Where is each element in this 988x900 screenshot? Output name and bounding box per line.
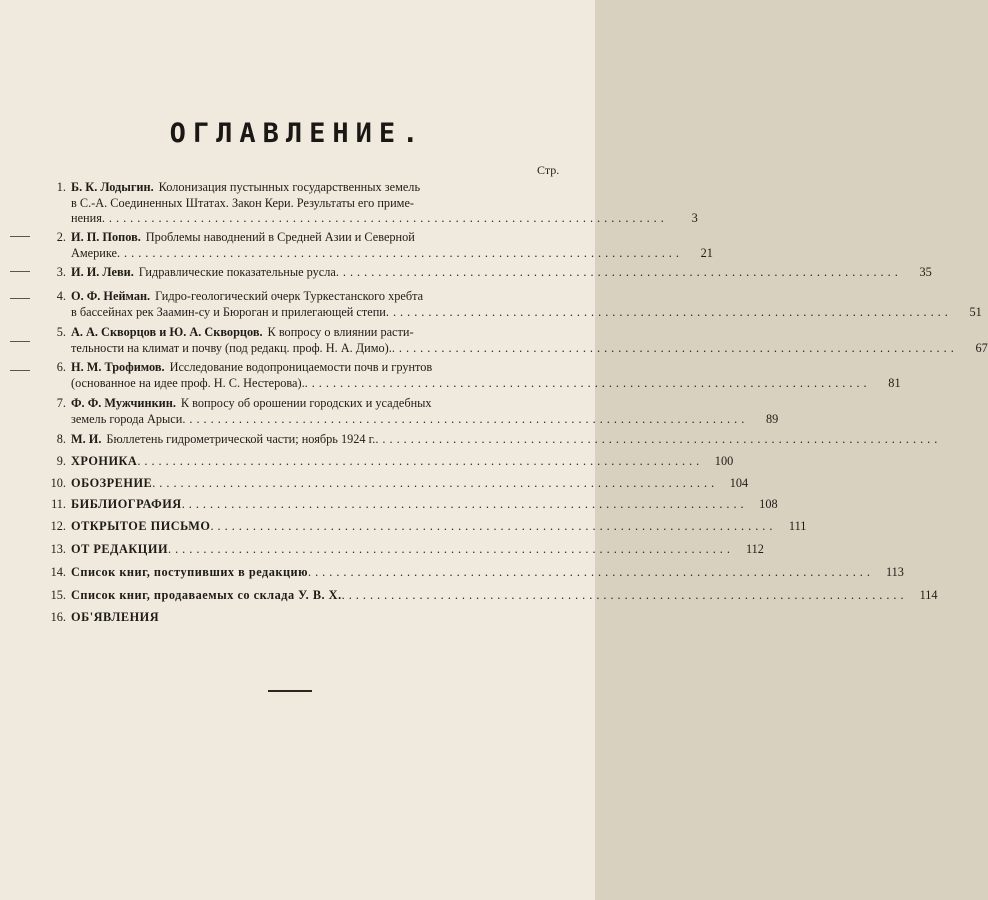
entry-number: 15. <box>50 588 66 602</box>
section-title: ОБОЗРЕНИЕ <box>71 476 153 490</box>
page-number: 108 <box>759 497 778 511</box>
entry-title-line: (основанное на идее проф. Н. С. Нестерова). <box>71 375 305 390</box>
entry-title-line: в С.-А. Соединенных Штатах. Закон Кери. Результаты его приме- <box>71 195 414 210</box>
toc-entry <box>47 497 778 513</box>
toc-entry <box>47 542 764 558</box>
entry-author: О. Ф. Нейман. <box>71 289 151 303</box>
dot-leader: ................................................................................ <box>210 519 777 533</box>
toc-entry <box>47 588 938 604</box>
margin-mark <box>10 298 30 299</box>
section-title: Список книг, продаваемых со склада У. В. Х. <box>71 588 342 602</box>
dot-leader: ................................................................................ <box>391 340 958 355</box>
toc-entry <box>47 325 988 356</box>
entry-author: А. А. Скворцов и Ю. А. Скворцов. <box>71 325 263 339</box>
entry-text <box>71 360 871 391</box>
entry-text <box>71 289 952 320</box>
page-number: 21 <box>700 245 713 260</box>
entry-text <box>71 180 668 227</box>
margin-mark <box>10 370 30 371</box>
dot-leader: ................................................................................ <box>116 245 683 260</box>
page-number: 3 <box>691 211 698 225</box>
entry-number: 6. <box>56 360 66 374</box>
toc-entry <box>47 289 982 320</box>
page-number: 113 <box>885 565 904 579</box>
dot-leader: ................................................................................ <box>152 476 719 490</box>
entry-title-line: земель города Арыси <box>71 411 183 426</box>
page-number: 67 <box>975 340 988 355</box>
page-number: 51 <box>969 304 982 319</box>
toc-entry <box>47 519 807 535</box>
end-rule <box>268 690 312 692</box>
entry-number: 4. <box>56 289 66 303</box>
entry-title-line: Гидро-геологический очерк Туркестанского хребта <box>155 289 424 303</box>
entry-author: М. И. <box>71 432 102 446</box>
page-title: ОГЛАВЛЕНИЕ. <box>169 118 426 149</box>
entry-text <box>71 542 734 558</box>
dot-leader: ................................................................................ <box>304 375 871 390</box>
entry-author: Б. К. Лодыгин. <box>71 180 154 194</box>
entry-author: И. И. Леви. <box>71 265 134 279</box>
entry-number: 8. <box>56 432 66 446</box>
entry-text <box>71 497 748 513</box>
entry-number: 11. <box>51 497 66 511</box>
entry-text <box>71 610 537 626</box>
entry-number: 5. <box>56 325 66 339</box>
dot-leader: ................................................................................ <box>341 588 908 602</box>
entry-text <box>71 230 683 261</box>
toc-entry <box>47 265 932 281</box>
toc-entry <box>47 396 779 427</box>
entry-title-line: Исследование водопроницаемости почв и грунтов <box>169 360 433 374</box>
toc-entry <box>47 610 567 626</box>
toc-entry <box>47 180 698 227</box>
entry-title-line: нения <box>71 211 102 225</box>
entry-text <box>71 588 908 604</box>
section-title: ОТКРЫТОЕ ПИСЬМО <box>71 519 211 533</box>
dot-leader: ................................................................................ <box>101 211 668 225</box>
bleed-through-area <box>30 705 570 885</box>
entry-number: 16. <box>50 610 66 624</box>
dot-leader: ................................................................................ <box>181 497 748 511</box>
entry-number: 2. <box>56 230 66 244</box>
page-number: 81 <box>888 375 901 390</box>
dot-leader: ................................................................................ <box>137 454 704 468</box>
entry-number: 13. <box>50 542 66 556</box>
section-title: ХРОНИКА <box>71 454 138 468</box>
entry-title-line: тельности на климат и почву (под редакц. проф. Н. А. Димо). <box>71 340 392 355</box>
toc-entry <box>47 565 904 581</box>
page-number: 35 <box>919 265 932 279</box>
margin-mark <box>10 271 30 272</box>
entry-text <box>71 565 874 581</box>
dot-leader: ................................................................................ <box>168 542 734 556</box>
page-number: 104 <box>729 476 749 490</box>
entry-author: Н. М. Трофимов. <box>71 360 165 374</box>
toc-entry <box>47 230 713 261</box>
entry-title-line: Америке <box>71 245 117 260</box>
entry-title-line: Проблемы наводнений в Средней Азии и Северной <box>145 230 415 244</box>
dot-leader: ................................................................................ <box>385 304 952 319</box>
entry-author: Ф. Ф. Мужчинкин. <box>71 396 176 410</box>
entry-number: 7. <box>56 396 66 410</box>
entry-number: 12. <box>50 519 66 533</box>
entry-text <box>71 325 958 356</box>
dot-leader: ................................................................................ <box>375 432 942 446</box>
entry-title-line: Бюллетень гидрометрической части; ноябрь 1924 г. <box>106 432 376 446</box>
page-number: 114 <box>919 588 938 602</box>
page-number: 100 <box>714 454 734 468</box>
section-title: ОТ РЕДАКЦИИ <box>71 542 169 556</box>
margin-mark <box>10 236 30 237</box>
entry-title-line: в бассейнах рек Заамин-су и Бюроган и прилегающей степи <box>71 304 386 319</box>
entry-text <box>71 432 941 448</box>
margin-mark <box>10 341 30 342</box>
entry-title-line: К вопросу об орошении городских и усадебных <box>180 396 432 410</box>
section-title: БИБЛИОГРАФИЯ <box>71 497 182 511</box>
entry-number: 3. <box>56 265 66 279</box>
page-column-header: Стр. <box>537 163 560 177</box>
section-title: Список книг, поступивших в редакцию <box>71 565 309 579</box>
entry-title-line: Гидравлические показательные русла <box>138 265 336 279</box>
toc-entry <box>47 360 901 391</box>
entry-text <box>71 265 902 281</box>
dot-leader: ................................................................................ <box>335 265 902 279</box>
entry-number: 10. <box>50 476 66 490</box>
toc-entry <box>47 454 734 470</box>
dot-leader: ................................................................................ <box>182 411 749 426</box>
entry-text <box>71 454 703 470</box>
entry-number: 9. <box>56 454 66 468</box>
page-number: 89 <box>765 411 779 426</box>
entry-number: 1. <box>56 180 66 194</box>
section-title: ОБ'ЯВЛЕНИЯ <box>71 610 160 624</box>
entry-author: И. П. Попов. <box>71 230 141 244</box>
entry-title-line: Колонизация пустынных государственных земель <box>158 180 421 194</box>
entry-number: 14. <box>50 565 66 579</box>
entry-text <box>71 396 748 427</box>
page-number: 111 <box>788 519 807 533</box>
entry-title-line: К вопросу о влиянии расти- <box>267 325 414 339</box>
dot-leader: ................................................................................ <box>308 565 874 579</box>
toc-entry <box>47 476 749 492</box>
entry-text <box>71 519 776 535</box>
entry-text <box>71 476 718 492</box>
page-number: 112 <box>745 542 764 556</box>
toc-entry <box>47 432 942 448</box>
